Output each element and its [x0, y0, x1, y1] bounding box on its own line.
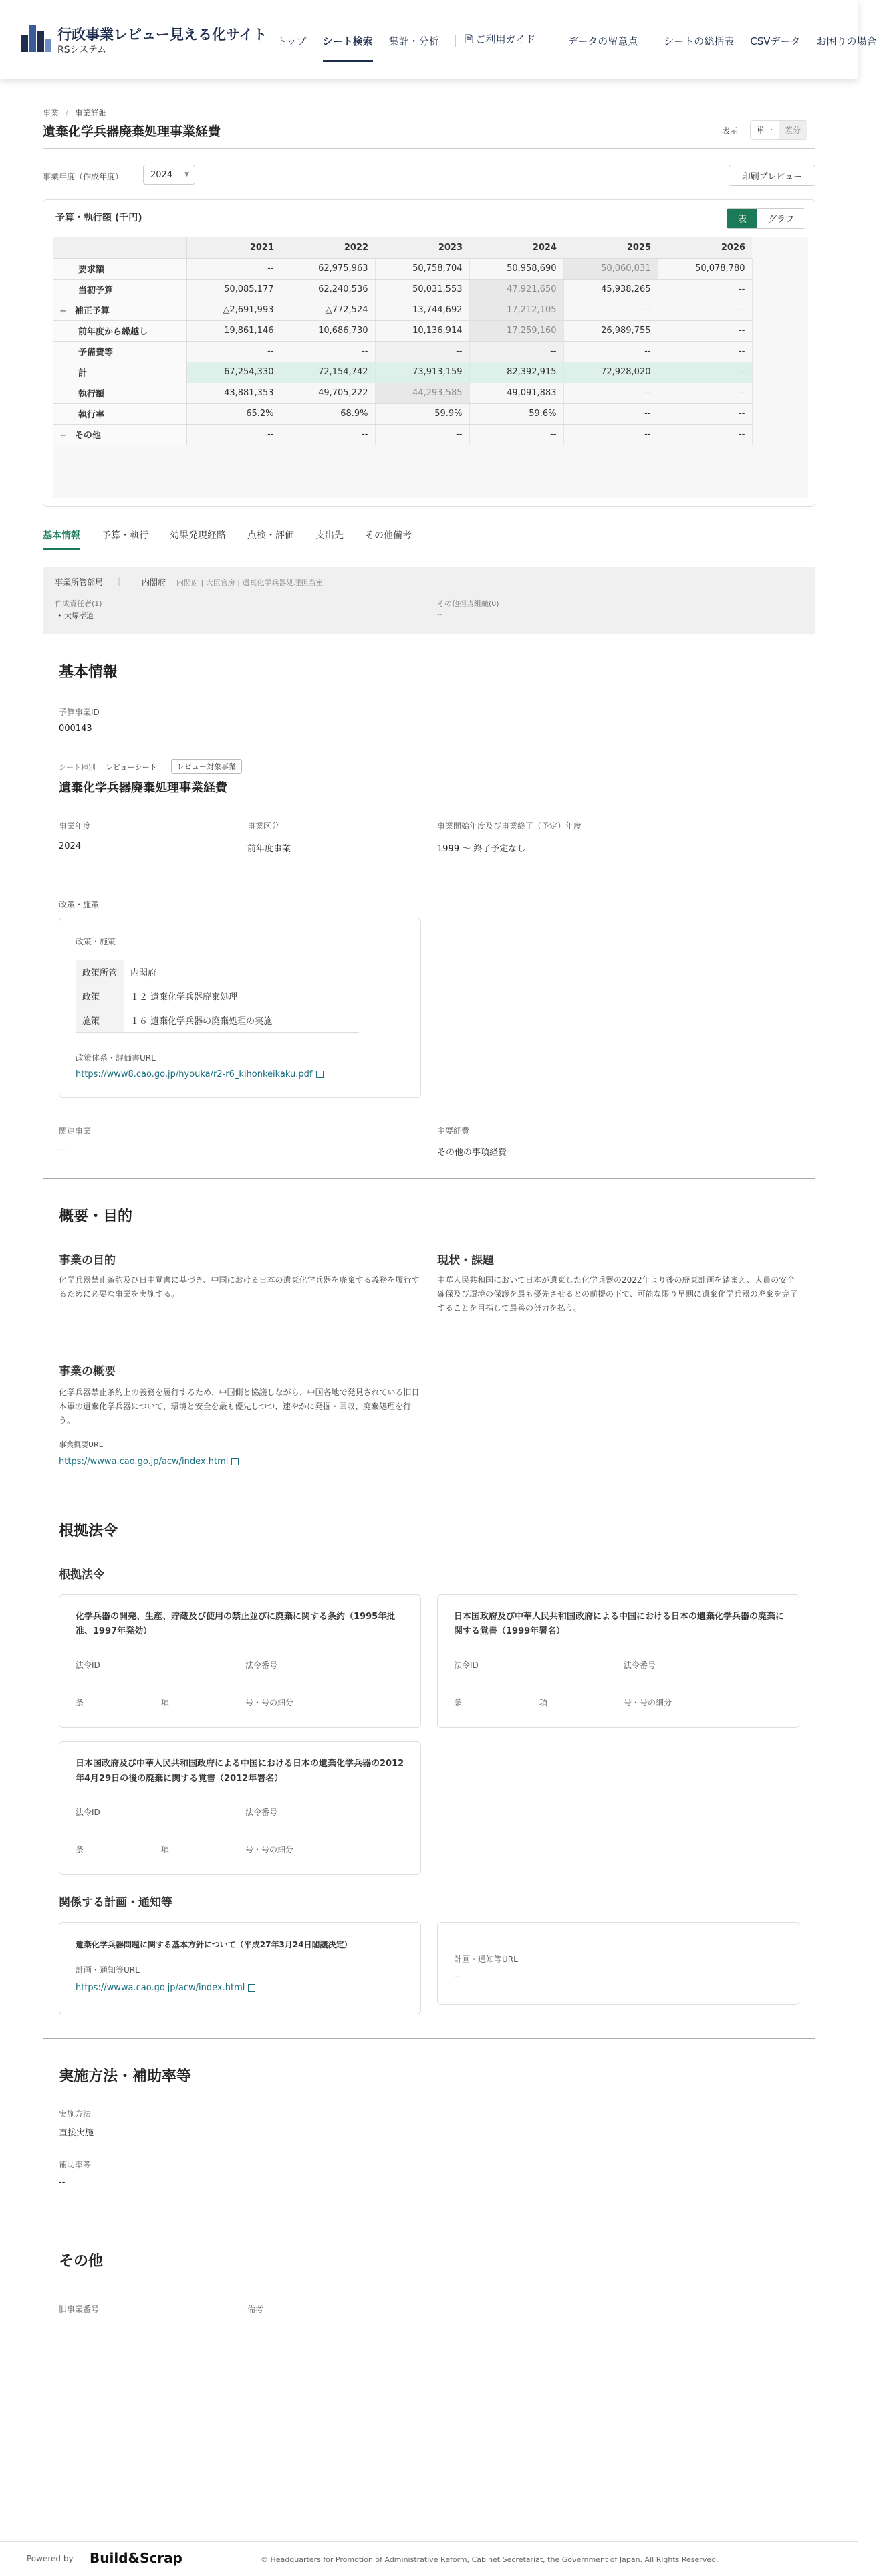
budget-table [53, 237, 753, 445]
related-value: -- [59, 1145, 66, 1155]
basic-info-heading: 基本情報 [59, 664, 118, 681]
budget-row-label[interactable] [53, 300, 186, 320]
period-value: 1999 〜 終了予定なし [437, 844, 526, 854]
other-heading: その他 [59, 2253, 104, 2270]
main-expense-label: 主要経費 [437, 1126, 470, 1136]
external-link-icon [248, 1984, 255, 1992]
method-value: 直接実施 [59, 2128, 94, 2138]
budget-row-label-text: 前年度から繰越し [78, 327, 148, 337]
budget-row-label [53, 279, 186, 300]
view-single-button[interactable]: 単一 [751, 121, 779, 139]
budget-cell: -- [563, 383, 658, 403]
budget-row-label [53, 383, 186, 403]
year-header: 2024 [469, 237, 563, 258]
budget-row [53, 320, 752, 341]
law-card [59, 1741, 421, 1875]
budget-cell: 67,254,330 [186, 362, 281, 383]
ministry-detail: 内閣府 | 大臣官房 | 遺棄化学兵器処理担当室 [176, 578, 324, 587]
budget-row-label [53, 341, 186, 362]
summary-url-label: 事業概要URL [59, 1440, 103, 1449]
breadcrumb-root[interactable]: 事業 [43, 108, 59, 118]
budget-row-label [53, 403, 186, 424]
budget-cell: 44,293,585 [375, 383, 469, 403]
paragraph-label: 項 [161, 1698, 170, 1707]
class-label: 事業区分 [247, 821, 280, 831]
budget-row-label [53, 362, 186, 383]
budget-cell: 50,758,704 [375, 258, 469, 279]
year-select[interactable] [143, 165, 195, 185]
nav-guide[interactable]: 🗎 ご利用ガイド [465, 33, 536, 45]
note-label: 備考 [247, 2304, 264, 2314]
site-subtitle: RSシステム [57, 45, 107, 56]
law-card-title: 日本国政府及び中華人民共和国政府による中国における日本の遺棄化学兵器の廃棄に関する覚書（1999年署名） [454, 1612, 785, 1636]
budget-cell: 49,705,222 [281, 383, 375, 403]
nav-sheet-search[interactable]: シート検索 [322, 35, 373, 47]
class-value: 前年度事業 [247, 844, 291, 854]
law-card-title: 化学兵器の開発、生産、貯蔵及び使用の禁止並びに廃棄に関する条約（1995年批准、1997年発効） [76, 1612, 396, 1636]
plan-url-label: 計画・通知等URL [454, 1955, 518, 1964]
policy-row: 施策 １６ 遺棄化学兵器の廃棄処理の実施 [76, 1008, 359, 1033]
site-footer [0, 2541, 858, 2576]
budget-row [53, 258, 752, 279]
policy-row: 政策 １２ 遺棄化学兵器廃棄処理 [76, 984, 359, 1008]
policy-table [76, 960, 359, 1033]
budget-cell: 26,989,755 [563, 320, 658, 341]
article-label: 条 [76, 1698, 84, 1707]
item-label: 号・号の細分 [245, 1845, 294, 1854]
breadcrumb-separator: / [65, 108, 68, 118]
nav-separator [455, 35, 456, 47]
budget-title: 予算・執行額 (千円) [55, 213, 142, 223]
budget-cell: 47,921,650 [469, 279, 563, 300]
year-header: 2023 [375, 237, 469, 258]
policy-row: 政策所管 内閣府 [76, 960, 359, 984]
budget-cell: -- [375, 424, 469, 445]
budget-cell: -- [658, 362, 752, 383]
law-heading: 根拠法令 [59, 1523, 118, 1539]
main-expense-value: その他の事項経費 [437, 1148, 507, 1158]
budget-cell: 43,881,353 [186, 383, 281, 403]
article-label: 条 [454, 1698, 463, 1707]
summary-title: 事業の概要 [59, 1365, 116, 1378]
year-header: 2026 [658, 237, 752, 258]
year-header: 2021 [186, 237, 281, 258]
law-number-label: 法令番号 [245, 1808, 278, 1817]
budget-cell: 45,938,265 [563, 279, 658, 300]
policy-url-label: 政策体系・評価書URL [76, 1053, 156, 1063]
period-label: 事業開始年度及び事業終了（予定）年度 [437, 821, 582, 831]
section-divider [43, 1178, 815, 1179]
owner-name: • 大塚孝道 [57, 611, 94, 620]
budget-cell: 10,136,914 [375, 320, 469, 341]
budget-row-label-text: 当初予算 [78, 286, 114, 296]
budget-cell: 68.9% [281, 403, 375, 424]
tab-remarks[interactable]: その他備考 [365, 530, 412, 541]
budget-cell: 17,212,105 [469, 300, 563, 320]
budget-row-label-text: その他 [74, 431, 101, 441]
budget-cell: 50,085,177 [186, 279, 281, 300]
plan-title: 遺棄化学兵器問題に関する基本方針について（平成27年3月24日閣議決定） [76, 1940, 352, 1949]
law-id-label: 法令ID [454, 1660, 479, 1670]
ministry-separator: | [118, 576, 121, 586]
budget-cell: 73,913,159 [375, 362, 469, 383]
summary-url-link[interactable] [59, 1457, 239, 1467]
policy-section-label: 政策・施策 [59, 900, 100, 909]
budget-cell: △772,524 [281, 300, 375, 320]
year-select-value: 2024 [150, 169, 173, 180]
budget-header-row [53, 237, 752, 258]
law-id-label: 法令ID [76, 1660, 100, 1670]
ministry-org: 内閣府 [142, 578, 166, 587]
tab-budget[interactable]: 予算・執行 [102, 530, 148, 541]
budget-cell: -- [469, 341, 563, 362]
nav-csv[interactable]: CSVデータ [750, 35, 801, 47]
plan-url-empty: -- [454, 1972, 461, 1982]
budget-id: 000143 [59, 724, 92, 734]
summary-url[interactable]: https://wwwa.cao.go.jp/acw/index.html [59, 1457, 229, 1467]
budget-cell: -- [658, 383, 752, 403]
powered-by-label: Powered by [27, 2554, 74, 2563]
plan-url[interactable]: https://wwwa.cao.go.jp/acw/index.html [76, 1983, 245, 1993]
budget-row-label [53, 258, 186, 279]
budget-row-label-text: 執行率 [78, 410, 105, 420]
site-logo-icon[interactable] [21, 25, 51, 52]
budget-cell: 19,861,146 [186, 320, 281, 341]
budget-cell: 50,060,031 [563, 258, 658, 279]
law-card [437, 1594, 799, 1728]
budget-row [53, 383, 752, 403]
page-title: 遺棄化学兵器廃棄処理事業経費 [43, 124, 221, 139]
review-badge: レビュー対象事業 [171, 759, 242, 774]
budget-cell: 72,928,020 [563, 362, 658, 383]
brand-logo[interactable]: Build&Scrap [90, 2550, 182, 2566]
budget-cell: -- [563, 300, 658, 320]
breadcrumb-current: 事業詳細 [74, 108, 107, 118]
status-text: 中華人民共和国において日本が遺棄した化学兵器の2022年より後の廃棄計画を踏まえ、人員の安全確保及び環境の保護を最も優先させるとの前提の下で、可能な限り早期に遺棄化学兵器の廃棄を完了することを目指して最善の努力を払う。 [437, 1275, 798, 1313]
budget-row [53, 424, 752, 445]
plan-card [59, 1922, 421, 2014]
view-label: 表示 [722, 126, 739, 136]
budget-cell: -- [658, 424, 752, 445]
law-id-label: 法令ID [76, 1808, 100, 1817]
budget-cell: -- [375, 341, 469, 362]
paragraph-label: 項 [539, 1698, 548, 1707]
expand-icon[interactable]: + [59, 431, 67, 441]
project-name: 遺棄化学兵器廃棄処理事業経費 [59, 781, 227, 795]
year-field: 2024 [59, 841, 82, 851]
law-number-label: 法令番号 [624, 1660, 656, 1670]
summary-text: 化学兵器禁止条約上の義務を履行するため、中国側と協議しながら、中国各地で発見されている旧日本軍の遺棄化学兵器について、環境と安全を最も優先しつつ、速やかに発掘・回収、廃棄処理を行う。 [59, 1388, 420, 1425]
budget-cell: 82,392,915 [469, 362, 563, 383]
table-view-button[interactable]: 表 [727, 209, 757, 228]
budget-row [53, 300, 752, 320]
law-card-title: 日本国政府及び中華人民共和国政府による中国における日本の遺棄化学兵器の2012年4月29日の後の廃棄に関する覚書（2012年署名） [76, 1759, 404, 1784]
budget-row-label-text: 補正予算 [74, 306, 110, 316]
budget-card [43, 199, 815, 507]
item-label: 号・号の細分 [624, 1698, 672, 1707]
budget-cell: -- [281, 341, 375, 362]
tab-evaluation[interactable]: 点検・評価 [247, 530, 294, 541]
budget-cell: 62,240,536 [281, 279, 375, 300]
law-subheading: 根拠法令 [59, 1568, 104, 1582]
policy-box [59, 918, 421, 1098]
other-org-label: その他担当組織(0) [437, 599, 499, 608]
method-label: 実施方法 [59, 2109, 92, 2119]
rate-label: 補助率等 [59, 2160, 92, 2169]
breadcrumb [43, 107, 107, 118]
old-number-label: 旧事業番号 [59, 2304, 100, 2314]
year-field-label: 事業年度 [59, 821, 92, 831]
budget-row-label [53, 320, 186, 341]
budget-cell: -- [186, 424, 281, 445]
ministry-box [43, 567, 815, 634]
budget-cell: -- [658, 279, 752, 300]
budget-cell: -- [563, 424, 658, 445]
budget-cell: -- [281, 424, 375, 445]
budget-cell: △2,691,993 [186, 300, 281, 320]
budget-row-label-text: 予備費等 [78, 348, 114, 358]
article-label: 条 [76, 1845, 84, 1854]
budget-row-label[interactable] [53, 424, 186, 445]
tab-basic-info[interactable]: 基本情報 [43, 528, 80, 550]
tab-expenditure[interactable]: 支出先 [315, 530, 344, 541]
sheet-type-label: シート種別 [59, 763, 96, 772]
budget-cell: 72,154,742 [281, 362, 375, 383]
expand-icon[interactable]: + [59, 306, 67, 316]
year-label: 事業年度（作成年度） [43, 172, 124, 181]
budget-cell: 59.9% [375, 403, 469, 424]
nav-data-notes[interactable]: データの留意点 [567, 35, 638, 47]
status-title: 現状・課題 [437, 1254, 494, 1267]
copyright: © Headquarters for Promotion of Administrative Reform, Cabinet Secretariat, the Government of Japan. All Rights Reserved. [261, 2555, 719, 2564]
print-preview-button[interactable]: 印刷プレビュー [729, 165, 815, 186]
budget-cell: -- [186, 341, 281, 362]
law-number-label: 法令番号 [245, 1660, 278, 1670]
budget-cell: -- [658, 300, 752, 320]
budget-row-label-text: 要求額 [78, 265, 105, 275]
external-link-icon [231, 1458, 239, 1465]
budget-id-label: 予算事業ID [59, 708, 100, 717]
budget-cell: -- [186, 258, 281, 279]
budget-cell: 50,031,553 [375, 279, 469, 300]
sheet-type: レビューシート [106, 763, 157, 772]
chevron-down-icon: ▼ [184, 171, 189, 178]
plan-url-link[interactable] [76, 1983, 255, 1993]
overview-heading: 概要・目的 [59, 1208, 133, 1225]
budget-cell: 59.6% [469, 403, 563, 424]
related-label: 関連事業 [59, 1126, 92, 1136]
budget-cell: -- [469, 424, 563, 445]
budget-row [53, 362, 752, 383]
budget-cell: 10,686,730 [281, 320, 375, 341]
budget-cell: -- [658, 320, 752, 341]
budget-row [53, 279, 752, 300]
budget-row [53, 403, 752, 424]
item-label: 号・号の細分 [245, 1698, 294, 1707]
site-title[interactable]: 行政事業レビュー見える化サイト [57, 27, 267, 43]
tab-effect-path[interactable]: 効果発現経路 [170, 530, 226, 541]
budget-cell: 17,259,160 [469, 320, 563, 341]
policy-box-title: 政策・施策 [76, 937, 116, 946]
paragraph-label: 項 [161, 1845, 170, 1854]
other-org-value: -- [437, 610, 442, 619]
nav-summary[interactable]: シートの総括表 [664, 35, 735, 47]
budget-table-wrap [53, 237, 808, 498]
plan-url-label: 計画・通知等URL [76, 1965, 140, 1975]
owner-label: 作成責任者(1) [55, 599, 102, 608]
plan-card [437, 1922, 799, 2005]
main-nav [277, 32, 893, 49]
budget-cell: 50,078,780 [658, 258, 752, 279]
method-heading: 実施方法・補助率等 [59, 2068, 192, 2085]
nav-top[interactable]: トップ [277, 35, 307, 47]
graph-view-button[interactable]: グラフ [757, 209, 805, 228]
budget-cell: 13,744,692 [375, 300, 469, 320]
year-header: 2022 [281, 237, 375, 258]
budget-cell: -- [563, 341, 658, 362]
external-link-icon [316, 1071, 324, 1078]
purpose-text: 化学兵器禁止条約及び日中覚書に基づき、中国における日本の遺棄化学兵器を廃棄する義務を履行するために必要な事業を実施する。 [59, 1275, 420, 1299]
budget-view-toggle [727, 208, 805, 229]
document-icon: 🗎 [465, 33, 473, 45]
budget-cell: 62,975,963 [281, 258, 375, 279]
budget-cell: 50,958,690 [469, 258, 563, 279]
year-header: 2025 [563, 237, 658, 258]
budget-row-label-text: 執行額 [78, 389, 105, 399]
budget-cell: 49,091,883 [469, 383, 563, 403]
budget-cell: -- [658, 341, 752, 362]
nav-analysis[interactable]: 集計・分析 [388, 35, 439, 47]
title-divider [43, 148, 815, 149]
site-header [0, 0, 877, 79]
budget-row [53, 341, 752, 362]
budget-cell: -- [563, 403, 658, 424]
budget-cell: -- [658, 403, 752, 424]
section-tabs [43, 528, 433, 550]
purpose-title: 事業の目的 [59, 1254, 116, 1267]
budget-cell: 65.2% [186, 403, 281, 424]
law-card [59, 1594, 421, 1728]
section-divider [43, 2038, 815, 2039]
plans-heading: 関係する計画・通知等 [59, 1896, 172, 1909]
policy-url-link[interactable] [76, 1069, 324, 1079]
nav-help[interactable]: お困りの場合 [816, 35, 877, 47]
view-toggle [750, 120, 807, 140]
rate-value: -- [59, 2177, 66, 2187]
ministry-label: 事業所管部局 [55, 578, 104, 587]
budget-row-label-text: 計 [78, 368, 88, 379]
view-diff-button[interactable]: 差分 [779, 121, 807, 139]
policy-url[interactable]: https://www8.cao.go.jp/hyouka/r2-r6_kihonkeikaku.pdf [76, 1069, 313, 1079]
